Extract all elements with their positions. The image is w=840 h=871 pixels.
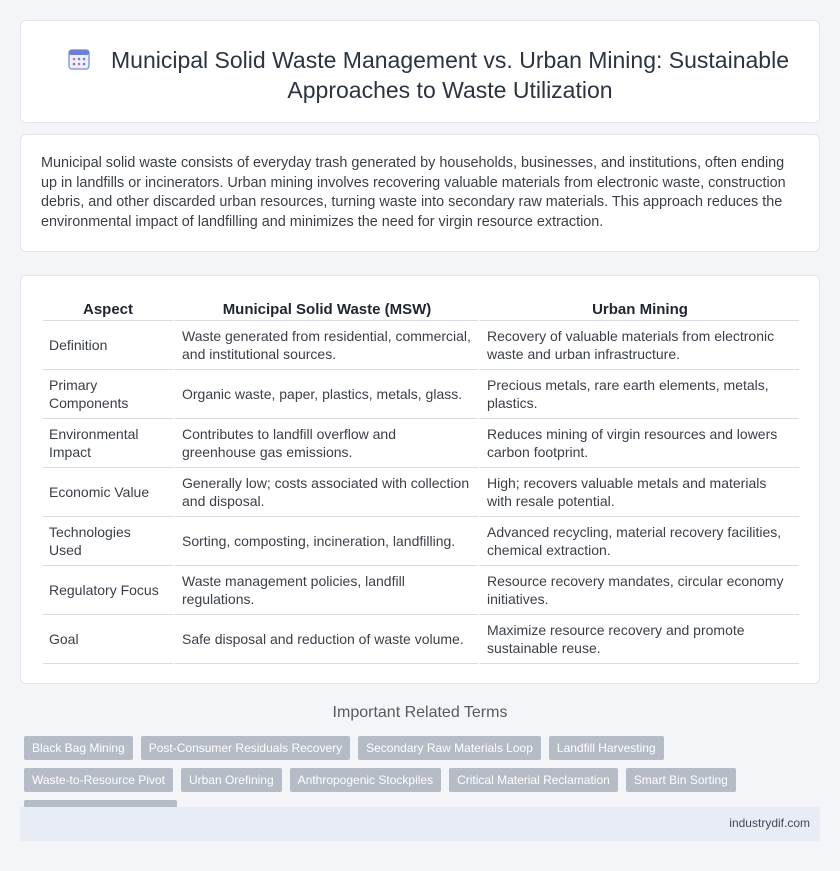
comparison-card: [20, 275, 820, 684]
table-row: [43, 566, 799, 615]
row-urban-mining: Advanced recycling, material recovery facilities, chemical extraction.: [478, 517, 799, 566]
header-msw: Municipal Solid Waste (MSW): [173, 296, 478, 321]
table-row: [43, 419, 799, 468]
table-row: [43, 468, 799, 517]
row-aspect: Economic Value: [43, 468, 173, 517]
row-aspect: Goal: [43, 615, 173, 664]
row-msw: Waste management policies, landfill regulations.: [173, 566, 478, 615]
related-term-tag[interactable]: Waste-to-Resource Pivot: [24, 768, 173, 792]
row-msw: Generally low; costs associated with collection and disposal.: [173, 468, 478, 517]
related-term-tag[interactable]: Post-Consumer Residuals Recovery: [141, 736, 350, 760]
related-term-tag[interactable]: Landfill Harvesting: [549, 736, 664, 760]
calendar-grid-icon: [67, 47, 91, 71]
related-term-tag[interactable]: Secondary Raw Materials Loop: [358, 736, 541, 760]
related-term-tag[interactable]: Urban Orefining: [181, 768, 282, 792]
related-term-tag[interactable]: Black Bag Mining: [24, 736, 133, 760]
row-urban-mining: Reduces mining of virgin resources and lowers carbon footprint.: [478, 419, 799, 468]
table-row: [43, 370, 799, 419]
table-row: [43, 615, 799, 664]
row-aspect: Technologies Used: [43, 517, 173, 566]
related-term-tag[interactable]: Critical Material Reclamation: [449, 768, 618, 792]
header-urban-mining: Urban Mining: [478, 296, 799, 321]
page-title: Municipal Solid Waste Management vs. Urban Mining: Sustainable Approaches to Waste Utilization: [111, 47, 789, 103]
title-card: [20, 20, 820, 123]
related-term-tag[interactable]: Smart Bin Sorting: [626, 768, 736, 792]
row-aspect: Primary Components: [43, 370, 173, 419]
row-aspect: Environmental Impact: [43, 419, 173, 468]
related-terms-title: Important Related Terms: [332, 704, 508, 721]
row-urban-mining: Precious metals, rare earth elements, metals, plastics.: [478, 370, 799, 419]
row-msw: Safe disposal and reduction of waste volume.: [173, 615, 478, 664]
row-msw: Sorting, composting, incineration, landfilling.: [173, 517, 478, 566]
header-aspect: Aspect: [43, 296, 173, 321]
footer: [20, 807, 820, 841]
row-aspect: Regulatory Focus: [43, 566, 173, 615]
comparison-table: [43, 296, 799, 664]
row-msw: Waste generated from residential, commercial, and institutional sources.: [173, 321, 478, 370]
table-row: [43, 517, 799, 566]
row-aspect: Definition: [43, 321, 173, 370]
table-row: [43, 321, 799, 370]
row-urban-mining: Maximize resource recovery and promote sustainable reuse.: [478, 615, 799, 664]
row-urban-mining: High; recovers valuable metals and materials with resale potential.: [478, 468, 799, 517]
table-header-row: [43, 296, 799, 321]
row-msw: Organic waste, paper, plastics, metals, glass.: [173, 370, 478, 419]
footer-source[interactable]: industrydif.com: [729, 816, 810, 830]
intro-card: [20, 134, 820, 252]
row-urban-mining: Resource recovery mandates, circular economy initiatives.: [478, 566, 799, 615]
row-msw: Contributes to landfill overflow and greenhouse gas emissions.: [173, 419, 478, 468]
related-term-tag[interactable]: Anthropogenic Stockpiles: [290, 768, 441, 792]
row-urban-mining: Recovery of valuable materials from electronic waste and urban infrastructure.: [478, 321, 799, 370]
intro-paragraph: Municipal solid waste consists of everyday trash generated by households, businesses, and institutions, often ending up in landfills or incinerators. Urban mining involves recovering valuable materials from electronic waste, construction debris, and other discarded urban resources, turning waste into secondary raw materials. This approach reduces the environmental impact of landfilling and minimizes the need for virgin resource extraction.: [41, 155, 786, 230]
